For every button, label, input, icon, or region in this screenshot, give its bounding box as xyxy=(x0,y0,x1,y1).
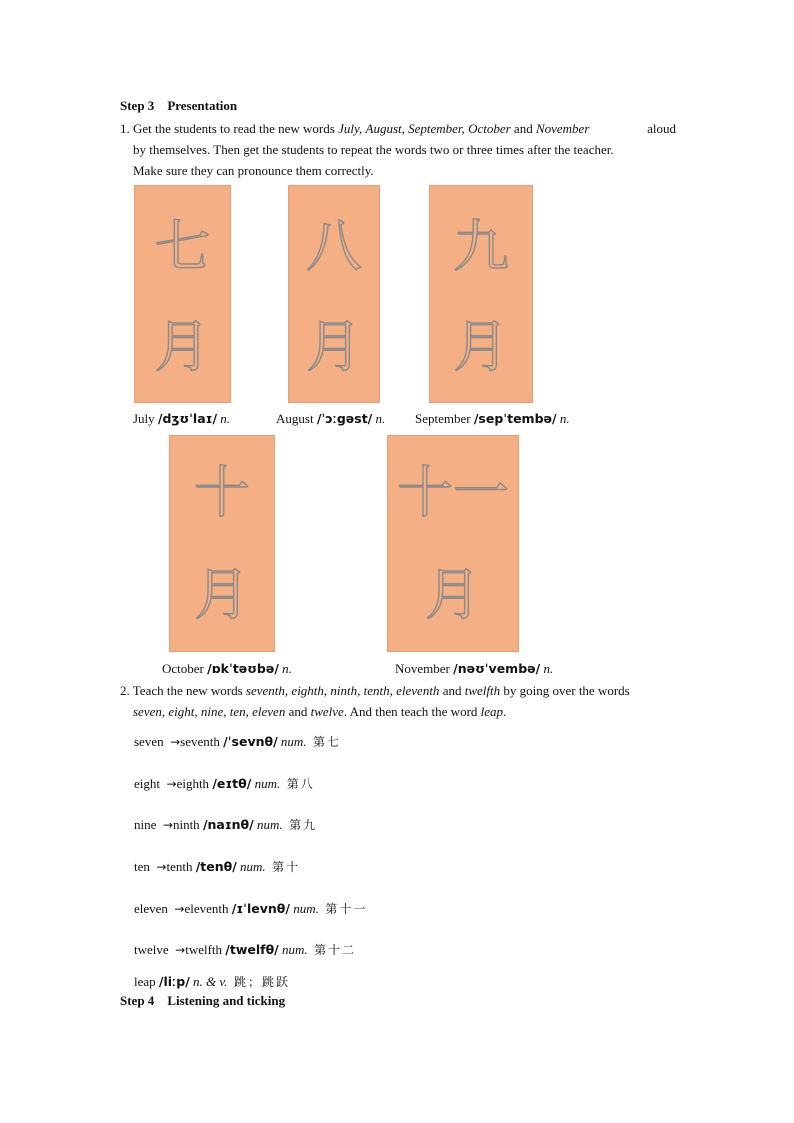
vocab-base: ten xyxy=(134,859,150,874)
arrow-right-icon: → xyxy=(156,860,167,874)
vocab-chinese: 第十二 xyxy=(314,943,357,957)
caption-word: August xyxy=(276,411,314,426)
vocab-base: twelve xyxy=(134,942,169,957)
vocab-phonetic: /eɪtθ/ xyxy=(212,776,252,791)
month-card-november xyxy=(387,435,519,652)
p2-text: Teach the new words xyxy=(132,683,246,698)
month-card-august xyxy=(288,185,380,403)
vocab-base: eleven xyxy=(134,901,168,916)
caption-november xyxy=(395,661,553,677)
caption-september xyxy=(415,411,570,427)
p1-aloud: aloud xyxy=(647,121,676,136)
paragraph-1-line-1 xyxy=(120,118,676,139)
caption-phonetic: /dʒʊˈlaɪ/ xyxy=(157,411,218,426)
arrow-right-icon: → xyxy=(175,943,186,957)
step4-label: Step 4 xyxy=(120,993,155,1008)
caption-phonetic: /nəʊˈvembə/ xyxy=(453,661,541,676)
vocab-pos: n. & v. xyxy=(193,974,228,989)
p1-and: and xyxy=(513,121,533,136)
vocab-chinese: 第七 xyxy=(313,735,342,749)
card-month-glyph: 月 xyxy=(154,315,211,380)
vocab-pos: num. xyxy=(280,734,307,749)
caption-phonetic: /sepˈtembə/ xyxy=(473,411,557,426)
caption-word: November xyxy=(395,661,450,676)
vocab-phonetic: /ˈsevnθ/ xyxy=(223,734,278,749)
caption-august xyxy=(276,411,385,427)
caption-phonetic: /ɒkˈtəʊbə/ xyxy=(207,661,279,676)
vocab-pos: num. xyxy=(282,942,308,957)
vocab-phonetic: /ɪˈlevnθ/ xyxy=(231,901,290,916)
arrow-right-icon: → xyxy=(174,902,185,916)
paragraph-1-line-3: Make sure they can pronounce them correctly. xyxy=(133,163,374,178)
step3-label: Step 3 xyxy=(120,98,155,113)
step4-title: Listening and ticking xyxy=(167,993,286,1008)
p2-end: . xyxy=(503,704,507,719)
word-october: October xyxy=(468,121,511,136)
vocab-ordinal: ninth xyxy=(172,817,200,832)
vocab-ordinal: seventh xyxy=(180,734,220,749)
p2-text-3: . And then teach the word xyxy=(343,704,481,719)
vocab-pos: num. xyxy=(293,901,319,916)
vocab-pos: num. xyxy=(240,859,266,874)
vocab-row-ninth xyxy=(134,816,317,833)
p2-and: and xyxy=(439,683,465,698)
paragraph-2 xyxy=(120,680,676,722)
vocab-phonetic: /twelfθ/ xyxy=(225,942,279,957)
paragraph-1 xyxy=(120,118,676,181)
word-twelve: twelve xyxy=(310,704,344,719)
caption-july xyxy=(133,411,230,427)
card-number-glyph: 七 xyxy=(154,215,211,280)
caption-pos: n. xyxy=(559,411,570,426)
vocab-row-seventh xyxy=(134,733,341,750)
vocab-ordinal: eighth xyxy=(176,776,210,791)
vocab-phonetic: /tenθ/ xyxy=(195,859,237,874)
vocab-row-tenth xyxy=(134,858,300,875)
arrow-right-icon: → xyxy=(170,735,181,749)
vocab-pos: num. xyxy=(256,817,283,832)
paragraph-2-line-2 xyxy=(120,701,676,722)
p2-and-2: and xyxy=(285,704,311,719)
list-number: 1. xyxy=(120,121,130,136)
caption-pos: n. xyxy=(282,661,292,676)
card-number-glyph: 十 xyxy=(194,461,250,526)
step3-heading xyxy=(120,98,237,114)
caption-pos: n. xyxy=(543,661,554,676)
caption-pos: n. xyxy=(220,411,231,426)
vocab-chinese: 第八 xyxy=(286,777,315,791)
vocab-base: leap xyxy=(134,974,156,989)
ordinal-words: seventh, eighth, ninth, tenth, eleventh xyxy=(245,683,440,698)
vocab-chinese: 第十一 xyxy=(325,902,368,916)
word-twelfth: twelfth xyxy=(464,683,501,698)
vocab-phonetic: /naɪnθ/ xyxy=(202,817,254,832)
caption-pos: n. xyxy=(375,411,386,426)
word-july: July, xyxy=(338,121,363,136)
vocab-pos: num. xyxy=(254,776,281,791)
vocab-ordinal: tenth xyxy=(166,859,193,874)
caption-word: July xyxy=(133,411,155,426)
step3-title: Presentation xyxy=(167,98,238,113)
card-month-glyph: 月 xyxy=(306,315,362,380)
word-november: November xyxy=(535,121,590,136)
arrow-right-icon: → xyxy=(166,777,177,791)
vocab-row-eleventh xyxy=(134,900,367,917)
month-card-july xyxy=(134,185,231,403)
word-leap: leap xyxy=(480,704,504,719)
vocab-ordinal: eleventh xyxy=(184,901,229,916)
card-number-glyph: 九 xyxy=(453,215,509,280)
vocab-chinese: 第九 xyxy=(289,818,318,832)
list-number: 2. xyxy=(120,683,130,698)
vocab-base: eight xyxy=(134,776,160,791)
card-number-glyph: 十一 xyxy=(397,461,509,526)
p1-text: Get the students to read the new words xyxy=(133,121,339,136)
vocab-base: seven xyxy=(134,734,164,749)
caption-word: October xyxy=(162,661,204,676)
step4-heading xyxy=(120,993,285,1009)
card-number-glyph: 八 xyxy=(306,215,362,280)
paragraph-1-line-2: by themselves. Then get the students to repeat the words two or three times after the teacher. xyxy=(133,142,614,157)
arrow-right-icon: → xyxy=(162,818,173,832)
caption-phonetic: /ˈɔːgəst/ xyxy=(316,411,373,426)
paragraph-2-line-1 xyxy=(120,680,676,701)
month-card-october xyxy=(169,435,275,652)
card-month-glyph: 月 xyxy=(453,315,509,380)
vocab-chinese: 跳；跳跃 xyxy=(233,975,290,989)
vocab-row-eighth xyxy=(134,775,315,792)
vocab-phonetic: /liːp/ xyxy=(158,974,190,989)
vocab-row-twelfth xyxy=(134,941,356,958)
p2-text-2: by going over the words xyxy=(500,683,630,698)
vocab-row-leap xyxy=(134,973,290,990)
word-september: September, xyxy=(408,121,465,136)
cardinal-words: seven, eight, nine, ten, eleven xyxy=(133,704,286,719)
vocab-ordinal: twelfth xyxy=(185,942,223,957)
card-month-glyph: 月 xyxy=(194,563,250,628)
word-august: August, xyxy=(365,121,405,136)
caption-word: September xyxy=(415,411,471,426)
vocab-chinese: 第十 xyxy=(272,860,301,874)
month-card-september xyxy=(429,185,533,403)
card-month-glyph: 月 xyxy=(425,563,481,628)
caption-october xyxy=(162,661,292,677)
vocab-base: nine xyxy=(134,817,157,832)
